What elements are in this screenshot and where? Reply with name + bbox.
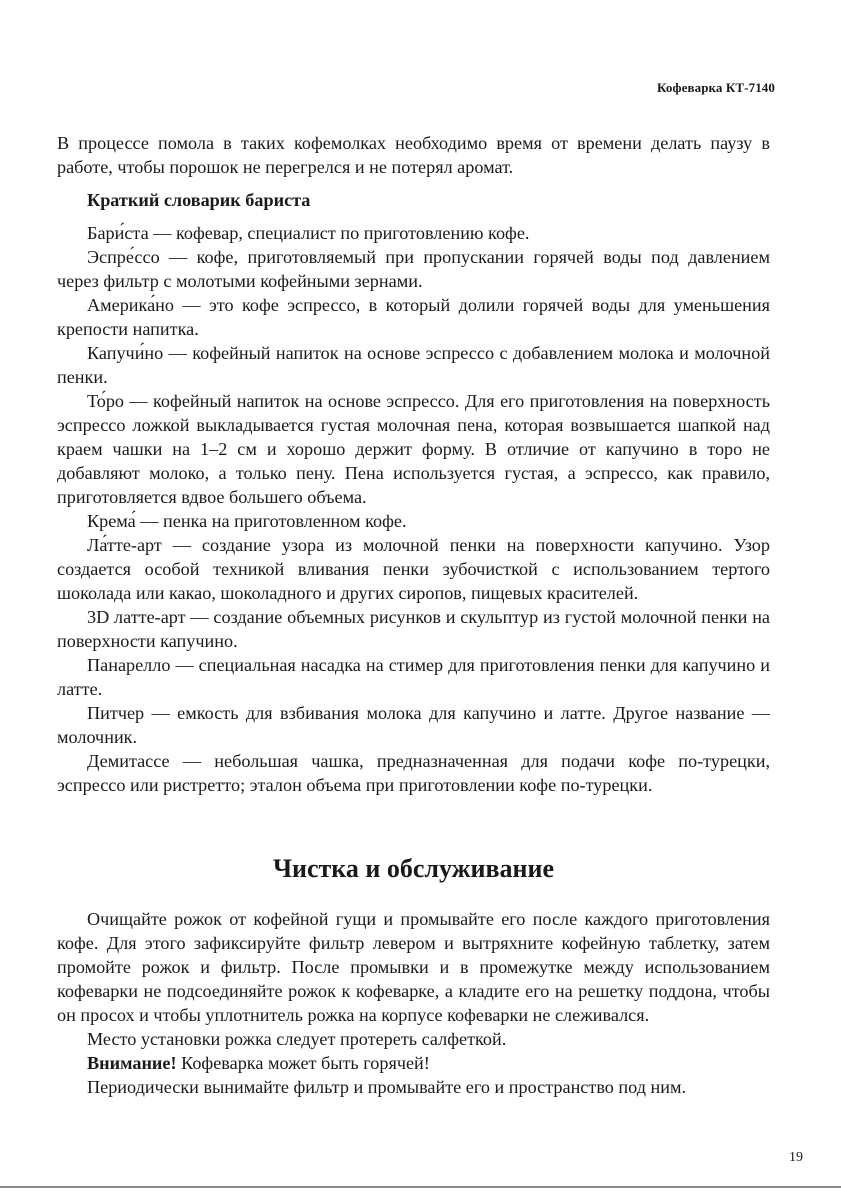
glossary-entry-crema: Крема́ — пенка на приготовленном кофе. <box>87 511 407 531</box>
glossary-entry-latte-art: Ла́тте-арт — создание узора из молочной пенки на поверхности капучино. Узор создается особой техникой вливания пенки зубочисткой с использованием тертого шоколада или какао, шоколадного и других сиропов, пищевых красителей. <box>57 535 770 603</box>
glossary-title: Краткий словарик бариста <box>87 190 311 210</box>
glossary-entry-cappuccino: Капучи́но — кофейный напиток на основе эспрессо с добавлением молока и молочной пенки. <box>57 343 770 387</box>
glossary-entry-americano: Америка́но — это кофе эспрессо, в который долили горячей воды для уменьшения крепости напитка. <box>57 295 770 339</box>
cleaning-paragraph-2: Место установки рожка следует протереть салфеткой. <box>87 1029 507 1049</box>
page-content <box>57 131 770 1099</box>
cleaning-section-title: Чистка и обслуживание <box>272 854 555 883</box>
cleaning-paragraph-3: Периодически вынимайте фильтр и промывайте его и пространство под ним. <box>87 1077 687 1097</box>
glossary-entry-barista: Бари́ста — кофевар, специалист по приготовлению кофе. <box>87 223 530 243</box>
warning-paragraph <box>57 1051 770 1075</box>
glossary-entry-toro: То́ро — кофейный напиток на основе эспрессо. Для его приготовления на поверхность эспрессо ложкой выкладывается густая молочная пена, которая возвышается шапкой над краем чашки на 1–2 см и хорошо держит форму. В отличие от капучино в торо не добавляют молоко, а только пену. Пена используется густая, а эспрессо, как правило, приготовляется вдвое большего объема. <box>57 391 770 507</box>
glossary-entry-espresso: Эспре́ссо — кофе, приготовляемый при пропускании горячей воды под давлением через фильтр с молотыми кофейными зернами. <box>57 247 770 291</box>
page-number: 19 <box>789 1150 803 1165</box>
running-header: Кофеварка КТ-7140 <box>657 80 775 95</box>
bottom-rule <box>0 1186 841 1188</box>
warning-label: Внимание! <box>87 1053 177 1073</box>
glossary-entry-demitasse: Демитассе — небольшая чашка, предназначенная для подачи кофе по-турецки, эспрессо или ристретто; эталон объема при приготовлении кофе по-турецки. <box>57 751 770 795</box>
glossary-entry-pitcher: Питчер — емкость для взбивания молока для капучино и латте. Другое название — молочник. <box>57 703 770 747</box>
glossary-entry-3d-latte-art: 3D латте-арт — создание объемных рисунков и скульптур из густой молочной пенки на поверхности капучино. <box>57 607 770 651</box>
glossary-entry-panarello: Панарелло — специальная насадка на стимер для приготовления пенки для капучино и латте. <box>57 655 770 699</box>
warning-text: Кофеварка может быть горячей! <box>176 1053 430 1073</box>
intro-paragraph: В процессе помола в таких кофемолках необходимо время от времени делать паузу в работе, чтобы порошок не перегрелся и не потерял аромат. <box>57 133 770 177</box>
cleaning-paragraph-1: Очищайте рожок от кофейной гущи и промывайте его после каждого приготовления кофе. Для этого зафиксируйте фильтр левером и вытряхните кофейную таблетку, затем промойте рожок и фильтр. После промывки и в промежутке между использованием кофеварки не подсоединяйте рожок к кофеварке, а кладите его на решетку поддона, чтобы он просох и чтобы уплотнитель рожка на корпусе кофеварки не слеживался. <box>57 909 770 1025</box>
